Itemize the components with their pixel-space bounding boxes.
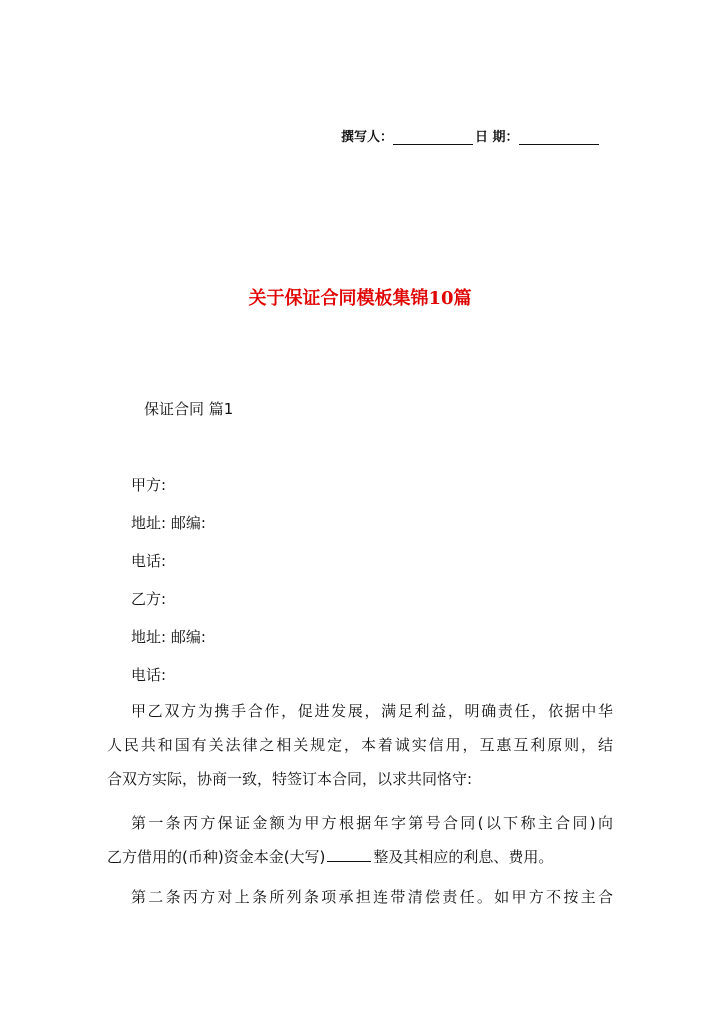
date-blank bbox=[519, 130, 599, 145]
article-2-paragraph bbox=[107, 880, 613, 914]
article-1-line bbox=[107, 840, 613, 874]
party-b-address-label: 地址: 邮编: bbox=[131, 628, 206, 646]
section-heading: 保证合同 篇1 bbox=[144, 400, 234, 418]
preamble-line: 合双方实际，协商一致，特签订本合同，以求共同恪守: bbox=[107, 770, 473, 788]
party-a-address-label: 地址: 邮编: bbox=[131, 514, 206, 532]
party-b-phone-label: 电话: bbox=[131, 666, 167, 684]
author-date-line bbox=[341, 126, 599, 145]
party-a-phone-label: 电话: bbox=[131, 552, 167, 570]
article-1-text-before-blank: 乙方借用的(币种)资金本金(大写) bbox=[107, 848, 326, 866]
article-1-paragraph bbox=[107, 806, 613, 874]
preamble-paragraph bbox=[107, 694, 613, 796]
preamble-line: 甲乙双方为携手合作，促进发展，满足利益，明确责任，依据中华 bbox=[131, 702, 613, 720]
document-title: 关于保证合同模板集锦10篇 bbox=[248, 288, 472, 309]
party-a-label: 甲方: bbox=[131, 476, 167, 494]
amount-blank bbox=[327, 845, 371, 862]
date-label: 日 期： bbox=[475, 130, 519, 145]
article-1-text-after-blank: 整及其相应的利息、费用。 bbox=[373, 848, 554, 866]
author-label: 撰写人： bbox=[341, 130, 394, 145]
article-2-line: 第二条丙方对上条所列条项承担连带清偿责任。如甲方不按主合 bbox=[131, 888, 613, 906]
preamble-line: 人民共和国有关法律之相关规定，本着诚实信用，互惠互利原则，结 bbox=[107, 736, 613, 754]
author-blank bbox=[393, 130, 473, 145]
party-b-label: 乙方: bbox=[131, 590, 167, 608]
article-1-line: 第一条丙方保证金额为甲方根据年字第号合同(以下称主合同)向 bbox=[131, 814, 613, 832]
